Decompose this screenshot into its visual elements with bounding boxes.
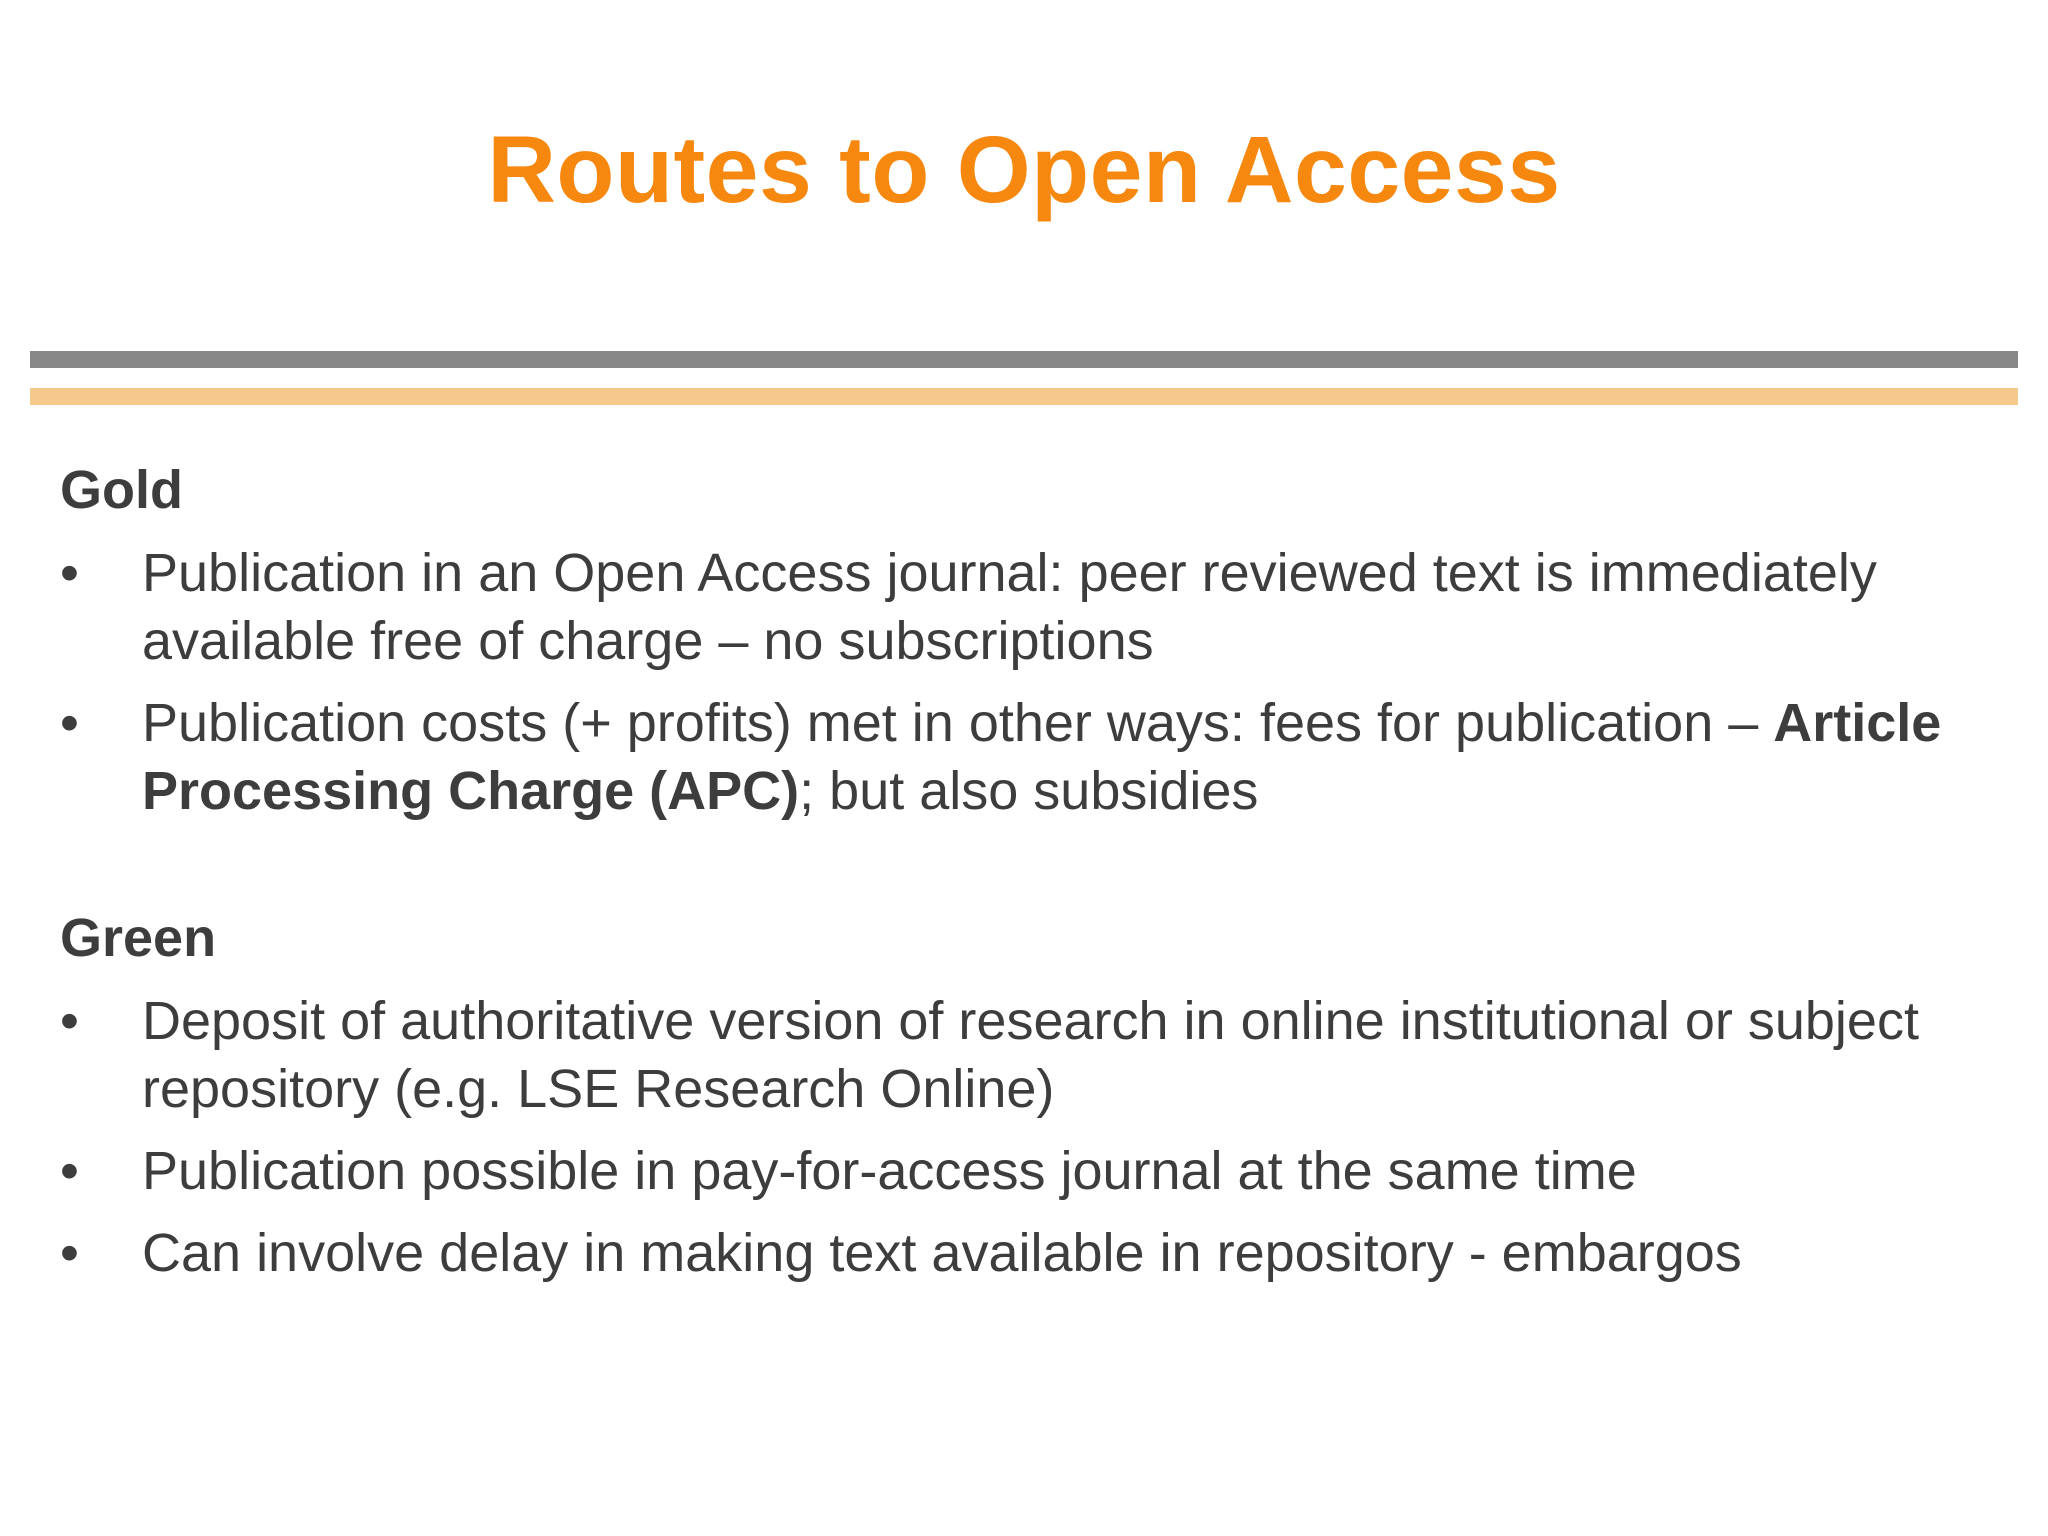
bullet-text: Publication costs (+ profits) met in other ways: fees for publication – bbox=[142, 693, 1774, 753]
divider-gold bbox=[30, 388, 2018, 405]
bullet-text: Can involve delay in making text available in repository - embargos bbox=[142, 1223, 1742, 1283]
list-item bbox=[60, 539, 2000, 675]
bullet-icon: • bbox=[60, 543, 79, 603]
bullet-icon: • bbox=[60, 693, 79, 753]
bullet-text: Deposit of authoritative version of research in online institutional or subject repository (e.g. LSE Research Online) bbox=[142, 991, 1919, 1119]
bullet-list-gold bbox=[60, 539, 2000, 825]
bullet-text-tail: ; but also subsidies bbox=[799, 761, 1259, 821]
list-item bbox=[60, 689, 2000, 825]
section-green bbox=[60, 903, 2000, 1287]
bullet-text: Publication possible in pay-for-access journal at the same time bbox=[142, 1141, 1637, 1201]
bullet-icon: • bbox=[60, 1141, 79, 1201]
section-heading-green: Green bbox=[60, 908, 217, 968]
section-spacer bbox=[60, 825, 2000, 903]
apc-term: Article Processing Charge (APC) bbox=[142, 693, 1942, 821]
list-item bbox=[60, 1219, 2000, 1287]
bullet-text: Publication in an Open Access journal: peer reviewed text is immediately available free of charge – no subscriptions bbox=[142, 543, 1877, 671]
section-heading-gold: Gold bbox=[60, 460, 183, 520]
divider-grey bbox=[30, 351, 2018, 368]
bullet-icon: • bbox=[60, 991, 79, 1051]
bullet-list-green bbox=[60, 987, 2000, 1287]
slide-title: Routes to Open Access bbox=[487, 117, 1561, 223]
list-item bbox=[60, 987, 2000, 1123]
list-item bbox=[60, 1137, 2000, 1205]
bullet-icon: • bbox=[60, 1223, 79, 1283]
slide-body bbox=[60, 455, 2000, 1287]
section-gold bbox=[60, 455, 2000, 825]
